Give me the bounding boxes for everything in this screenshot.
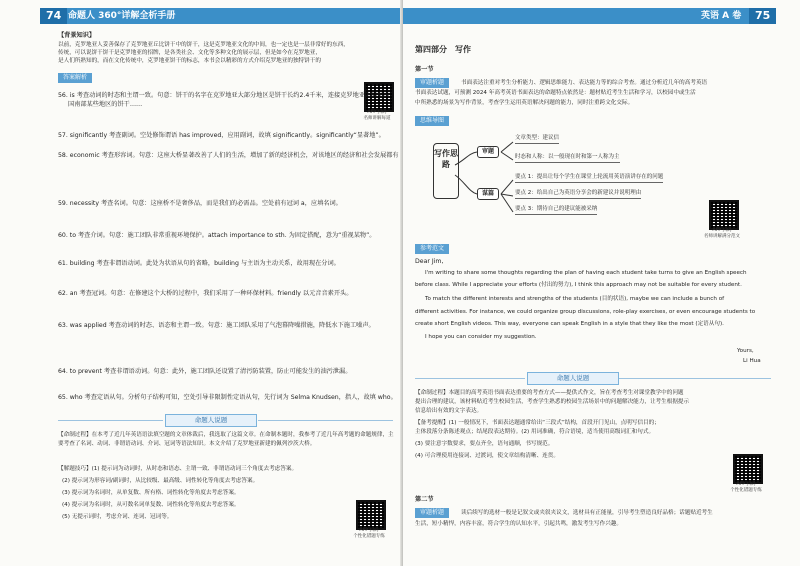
background-line: 传统，可以说饼干饼干是克罗地亚的招牌，是各类社会、文化等多种文化的展示层，但是如今在克罗地亚， [58, 50, 321, 56]
box-title: 命题人说题 [527, 372, 619, 385]
mind-map-node: 审题 [477, 146, 499, 158]
mind-map-leaf: 要点 1：提出让每个学生在课堂上轮流用英语演讲存在的问题 [515, 173, 663, 183]
sample-tag: 参考范文 [415, 244, 449, 254]
right-header-title: 英语 A 卷 [701, 11, 742, 21]
divider [415, 378, 525, 379]
letter-line: before class. While I appreciate your efforts (付出的努力), I think this approach may not be suitable for every student. [415, 282, 742, 288]
letter-line: I'm writing to share some thoughts regarding the plan of having each student take turns to give an English speech [425, 270, 747, 276]
box-line: (4) 提示词为名词时，从可数名词单复数、词性转化等角度去考虑答案。 [62, 502, 240, 508]
answer-item: 65. who 考查定语从句。分析句子结构可知，空处引导非限制性定语从句，先行词为 Selma Knudsen，指人，故填 who。 [58, 394, 397, 401]
mind-map-leaf: 时态和人称：以一般现在时和第一人称为主 [515, 153, 620, 163]
box-line: 【命制过程】在本考了近几年英语语法填空题的文章体裁后，我选取了这篇文章。在命制本题时，我参考了近几年高考题的命题规律，主 [58, 432, 394, 438]
answer-item: 61. building 考查非谓语动词。此处为状语从句的省略，building 与主语为主动关系，故用现在分词。 [58, 260, 340, 267]
analysis-line: 中所熟悉的场景为写作背景，考查学生运用英语解决问题的能力，同时注重跨文化交际。 [415, 100, 634, 106]
section-title: 第一节 [415, 66, 434, 73]
part-title: 第四部分 写作 [415, 45, 471, 54]
box-line: 主体段落分条陈述观点；结尾段表达期待。(2) 用词准确，符合语境，适当使用高级词汇和句式。 [415, 429, 655, 435]
box-line: 提出合理的建议，该材料贴近考生校园生活，考查学生熟悉的校园生活场景中的问题解决能力，让考生根据提示 [415, 399, 690, 405]
section2-line: 生活，短小精悍，内容丰富，符合学生的认知水平，引起共鸣，激发考生写作兴趣。 [415, 521, 622, 527]
mind-map-node: 谋篇 [477, 188, 499, 200]
right-page-number: 75 [749, 8, 776, 24]
section-title: 第二节 [415, 496, 434, 503]
answer-item: 59. necessity 考查名词。句意：这座桥不是奢侈品，而是我们的必需品。空处前有冠词 a，应填名词。 [58, 200, 342, 207]
answer-item: 64. to prevent 考查非谓语动词。句意：此外，施工团队还设置了清污防装置，防止可能发生的油污泄漏。 [58, 368, 352, 375]
answer-item: 62. an 考查冠词。句意：在修建这个大桥的过程中，我们采用了一种环保材料。friendly 以元音音素开头。 [58, 290, 353, 297]
left-page-number: 74 [40, 8, 67, 24]
mind-map-center: 写作思路 [433, 143, 459, 199]
background-line: 以前，克罗地亚人妥善保存了克罗地亚丘比饼干中的饼干，这是克罗地亚文化的中间，也一定也是一层非常好的东西， [58, 42, 349, 48]
section2-line: 读后续写的选材一般是记叙文或夹叙夹议文，选材具有正能量，引导考生塑造良好品格；话题贴近考生 [461, 510, 713, 516]
box-line: 【备考提醒】(1) 一般情况下，书面表达题通常给出“三段式”结构，首段开门见山，点明写信目的； [415, 420, 660, 426]
answer-item: 57. significantly 考查副词。空处修饰谓语 has improved，应用副词，故填 significantly。significantly“显著地”。 [58, 132, 385, 139]
answer-item: 63. was applied 考查动词的时态、语态和主谓一致。句意：施工团队采用了气泡幕降噪措施，降低水下施工噪声。 [58, 322, 375, 329]
mind-map-leaf: 文章类型：建议信 [515, 134, 559, 144]
background-line: 是人们所熟知的，而在文化传统中，克罗地亚饼干的标志，本书会以精彩的方式介绍克罗地亚的独特饼干的 [58, 58, 321, 64]
letter-greeting: Dear Jim, [415, 258, 444, 265]
box-line: 要考查了名词、动词、非谓语动词、介词、冠词等语法知识。本文介绍了克罗地亚新建的佩列沙茨大桥。 [58, 441, 316, 447]
box-line: 信息给出有效的文字表达。 [415, 408, 483, 414]
letter-line: different activities. For instance, we could organize group discussions, role-play exercises, or even encourage students to [415, 309, 756, 315]
analysis-tag: 审题析题 [415, 78, 449, 88]
analysis-line: 书面表达注重对考生分析能力、逻辑思维能力、表达能力等的综合考查。通过分析近几年的高考英语 [461, 80, 708, 86]
box-title: 命题人说题 [165, 414, 257, 427]
box-line: (3) 提示词为名词时，从单复数、所有格、词性转化等角度去考虑答案。 [62, 490, 240, 496]
answer-item: 国南部某些地区的饼干…… [68, 101, 143, 108]
letter-line: I hope you can consider my suggestion. [425, 334, 537, 340]
letter-line: create short English videos. This way, everyone can speak English in a style that they like the most (定语从句). [415, 321, 724, 327]
qr-code-icon[interactable] [733, 454, 763, 484]
answer-tag: 答案解析 [58, 73, 92, 83]
box-line: (2) 提示词为形容词/副词时，从比较级、最高级、词性转化等角度去考虑答案。 [62, 478, 259, 484]
background-label: 【背景知识】 [58, 32, 96, 39]
box-line: 【命制过程】本题目的高考英语书面表达重要的考查方式——提供式作文，旨在考查考生对课堂教学中的问题 [415, 390, 684, 396]
qr-code-icon[interactable] [709, 200, 739, 230]
qr-caption: APP 扫码 名师讲解满分范文 [704, 228, 740, 239]
left-header-title: 命题人 360°详解全析手册 [68, 11, 176, 21]
answer-item: 58. economic 考查形容词。句意：这座大桥显著改善了人们的生活，增加了新的经济机会，对该地区的经济和社会发展都有 [58, 152, 399, 159]
qr-caption: APP 扫码 个性化错题专练 [730, 482, 762, 493]
letter-signoff: Yours, [737, 348, 754, 354]
qr-caption: APP 扫码 个性化错题专练 [353, 528, 385, 539]
answer-item: 60. to 考查介词。句意：施工团队非常重视环境保护。attach importance to sth. 为固定搭配，意为“重视某物”。 [58, 232, 376, 239]
divider [258, 420, 393, 421]
analysis-tag: 审题析题 [415, 508, 449, 518]
qr-code-icon[interactable] [356, 500, 386, 530]
mind-map-tag: 思维导图 [415, 116, 449, 126]
box-line: (4) 可合理使用连接词、过渡词，使文章结构清晰、连贯。 [415, 453, 559, 459]
qr-caption: APP 扫码 名师讲解每道 [363, 110, 391, 121]
answer-item: 56. is 考查动词的时态和主谓一致。句意：饼干的名字在克罗地亚大部分地区是饼干长约2.4千米，连接克罗地亚大陆和该 [58, 92, 390, 99]
box-line: (3) 要注意字数要求，要点齐全，语句通顺，书写规范。 [415, 441, 554, 447]
box-line: (5) 无提示词时，考虑介词、连词、冠词等。 [62, 514, 173, 520]
analysis-line: 书面表达试题，可预测 2024 年高考英语书面表达的命题特点依然是：题材贴近考生生活和学习，以校园中或生活 [415, 90, 696, 96]
letter-line: To match the different interests and strengths of the students (目的状语), maybe we can include a bunch of [425, 296, 725, 302]
letter-signature: Li Hua [743, 358, 761, 364]
divider [58, 420, 163, 421]
right-page [403, 0, 800, 566]
divider [619, 378, 771, 379]
mind-map-leaf: 要点 2：给出自己为英语分享会的新建议并说明理由 [515, 189, 641, 199]
box-line: 【解题技巧】(1) 提示词为动词时，从时态和语态、主谓一致、非谓语动词三个角度去考虑答案。 [58, 466, 298, 472]
mind-map-leaf: 要点 3：期待自己的建议能被采纳 [515, 205, 597, 215]
